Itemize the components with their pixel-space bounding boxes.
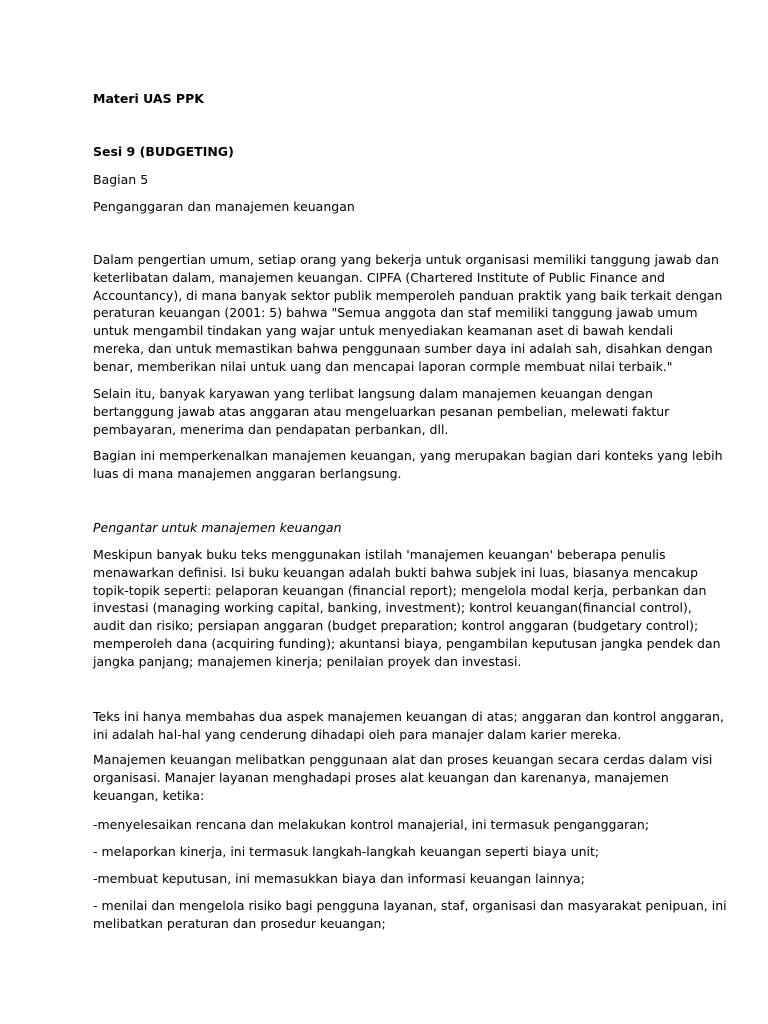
paragraph-line: Teks ini hanya membahas dua aspek manajemen keuangan di atas; anggaran dan kontrol anggaran, xyxy=(93,709,724,724)
paragraph-line: organisasi. Manajer layanan menghadapi proses alat keuangan dan karenanya, manajemen xyxy=(93,769,669,785)
paragraph-line: Meskipun banyak buku teks menggunakan istilah 'manajemen keuangan' beberapa penulis xyxy=(93,547,666,562)
list-item xyxy=(93,897,727,933)
paragraph-6 xyxy=(93,751,713,804)
paragraph-line: mereka, dan untuk memastikan bahwa penggunaan sumber daya ini adalah sah, disahkan dengan xyxy=(93,340,713,356)
paragraph-line: Manajemen keuangan melibatkan penggunaan alat dan proses keuangan secara cerdas dalam visi xyxy=(93,752,713,767)
paragraph-line: keuangan, ketika: xyxy=(93,787,205,803)
paragraph-line: benar, memberikan nilai untuk uang dan mencapai laporan cormple membuat nilai terbaik." xyxy=(93,358,673,374)
subheading: Pengantar untuk manajemen keuangan xyxy=(93,520,342,535)
paragraph-line: memperoleh dana (acquiring funding); akuntansi biaya, pengambilan keputusan jangka pendek dan xyxy=(93,635,721,651)
paragraph-line: ini adalah hal-hal yang cenderung dihadapi oleh para manajer dalam karier mereka. xyxy=(93,726,622,742)
section-title: Penganggaran dan manajemen keuangan xyxy=(93,199,355,214)
part-label: Bagian 5 xyxy=(93,172,149,187)
paragraph-line: untuk mengambil tindakan yang wajar untuk menyediakan keamanan aset di bawah kendali xyxy=(93,323,674,339)
paragraph-line: Accountancy), di mana banyak sektor publik memperoleh panduan praktik yang baik terkait dengan xyxy=(93,287,723,303)
paragraph-line: investasi (managing working capital, banking, investment); kontrol keuangan(financial control), xyxy=(93,600,692,616)
paragraph-line: audit dan risiko; persiapan anggaran (budget preparation; kontrol anggaran (budgetary control); xyxy=(93,618,699,634)
paragraph-line: keterlibatan dalam, manajemen keuangan. CIPFA (Chartered Institute of Public Finance and xyxy=(93,269,665,285)
paragraph-line: pembayaran, menerima dan pendapatan perbankan, dll. xyxy=(93,421,449,437)
paragraph-5 xyxy=(93,708,724,744)
paragraph-line: bertanggung jawab atas anggaran atau mengeluarkan pesanan pembelian, melewati faktur xyxy=(93,403,670,419)
list-item: -menyelesaikan rencana dan melakukan kontrol manajerial, ini termasuk penganggaran; xyxy=(93,817,650,832)
list-item-line: - menilai dan mengelola risiko bagi pengguna layanan, staf, organisasi dan masyarakat penipuan, ini xyxy=(93,898,727,913)
paragraph-4 xyxy=(93,546,721,671)
paragraph-line: menawarkan definisi. Isi buku keuangan adalah bukti bahwa subjek ini luas, biasanya mencakup xyxy=(93,564,699,580)
list-item-line: melibatkan peraturan dan prosedur keuangan; xyxy=(93,915,386,931)
paragraph-line: topik-topik seperti: pelaporan keuangan (financial report); mengelola modal kerja, perbankan dan xyxy=(93,582,707,598)
list-item: - melaporkan kinerja, ini termasuk langkah-langkah keuangan seperti biaya unit; xyxy=(93,844,600,859)
paragraph-line: Bagian ini memperkenalkan manajemen keuangan, yang merupakan bagian dari konteks yang lebih xyxy=(93,448,723,463)
paragraph-line: Selain itu, banyak karyawan yang terlibat langsung dalam manajemen keuangan dengan xyxy=(93,386,653,401)
paragraph-1 xyxy=(93,251,723,376)
paragraph-line: luas di mana manajemen anggaran berlangsung. xyxy=(93,465,402,481)
paragraph-3 xyxy=(93,447,723,483)
paragraph-line: Dalam pengertian umum, setiap orang yang bekerja untuk organisasi memiliki tanggung jawab dan xyxy=(93,252,719,267)
paragraph-2 xyxy=(93,385,683,438)
paragraph-line: peraturan keuangan (2001: 5) bahwa "Semua anggota dan staf memiliki tanggung jawab umum xyxy=(93,305,698,321)
paragraph-line: jangka panjang; manajemen kinerja; penilaian proyek dan investasi. xyxy=(93,653,522,669)
document-title: Materi UAS PPK xyxy=(93,91,204,106)
session-title: Sesi 9 (BUDGETING) xyxy=(93,144,234,159)
list-item: -membuat keputusan, ini memasukkan biaya dan informasi keuangan lainnya; xyxy=(93,871,585,886)
